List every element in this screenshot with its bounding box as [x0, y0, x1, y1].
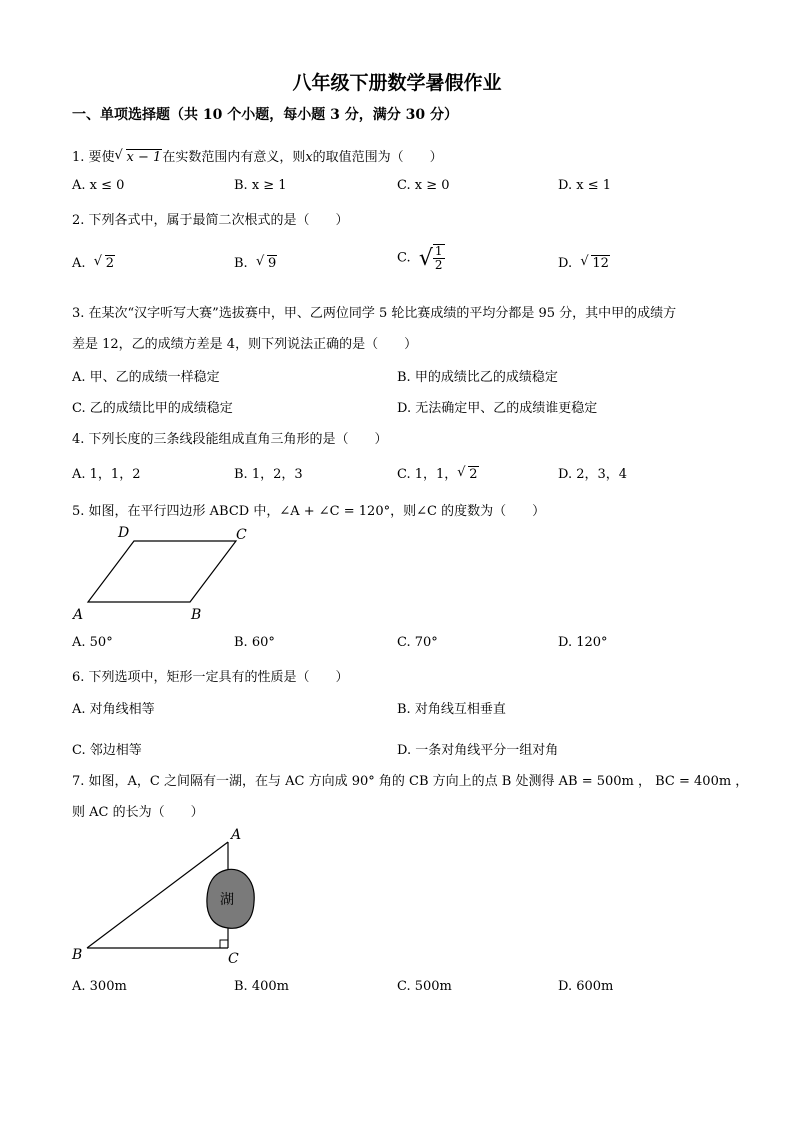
q1-text-mid: 在实数范围内有意义，则 — [162, 150, 306, 165]
lake-label: 湖 — [220, 892, 234, 908]
q4-option-a[interactable]: A. 1，1，2 — [72, 467, 141, 482]
q7-option-a[interactable]: A. 300m — [72, 979, 127, 994]
q4-option-c[interactable] — [397, 463, 479, 482]
parallelogram-figure — [70, 522, 260, 624]
q3-option-a[interactable]: A. 甲、乙的成绩一样稳定 — [72, 370, 220, 385]
q6-option-a[interactable]: A. 对角线相等 — [72, 702, 155, 717]
vertex-a-label: A — [73, 607, 84, 623]
q1-radical: √ x − 1 — [114, 148, 162, 165]
vertex-c-label: C — [236, 527, 247, 543]
question-3-line-2: 差是 12，乙的成绩方差是 4，则下列说法正确的是（ ） — [72, 337, 418, 352]
right-angle-mark — [220, 940, 228, 948]
q4-c-radical: √ 2 — [457, 465, 478, 482]
vertex-b-label: B — [191, 607, 202, 623]
q1-text-post: 的取值范围为（ ） — [312, 150, 443, 165]
parallelogram-shape — [88, 541, 236, 602]
question-2-stem: 2. 下列各式中，属于最简二次根式的是（ ） — [72, 213, 349, 228]
q7-option-c[interactable]: C. 500m — [397, 979, 452, 994]
q7-option-d[interactable]: D. 600m — [558, 979, 614, 994]
q2-option-a[interactable] — [72, 256, 115, 271]
question-1-stem — [72, 146, 443, 165]
q2-a-label: A. — [72, 256, 86, 271]
q1-option-a[interactable]: A. x ≤ 0 — [72, 178, 125, 193]
q2-c-fraction — [433, 244, 445, 272]
q6-option-d[interactable]: D. 一条对角线平分一组对角 — [397, 743, 559, 758]
q2-d-label: D. — [558, 256, 573, 271]
q4-c-text: C. 1，1， — [397, 467, 458, 482]
point-b-label: B — [72, 947, 83, 963]
q2-b-label: B. — [234, 256, 248, 271]
question-7-line-2: 则 AC 的长为（ ） — [72, 805, 204, 820]
q3-option-b[interactable]: B. 甲的成绩比乙的成绩稳定 — [397, 370, 558, 385]
q1-option-d[interactable]: D. x ≤ 1 — [558, 178, 611, 193]
q1-var: x — [305, 150, 313, 165]
q2-c-label: C. — [397, 250, 411, 266]
q4-option-b[interactable]: B. 1，2，3 — [234, 467, 303, 482]
q5-option-b[interactable]: B. 60° — [234, 635, 275, 650]
q7-option-b[interactable]: B. 400m — [234, 979, 289, 994]
q3-option-d[interactable]: D. 无法确定甲、乙的成绩谁更稳定 — [397, 401, 598, 416]
q2-option-b[interactable] — [234, 256, 277, 271]
point-a-label: A — [231, 827, 242, 843]
q2-d-radicand: 12 — [592, 256, 609, 271]
q2-c-radical-sign: √ — [418, 245, 433, 271]
question-4-stem: 4. 下列长度的三条线段能组成直角三角形的是（ ） — [72, 432, 388, 447]
section-heading: 一、单项选择题（共 10 个小题，每小题 3 分，满分 30 分） — [72, 107, 458, 123]
q4-c-radicand: 2 — [469, 467, 478, 482]
question-5-stem: 5. 如图，在平行四边形 ABCD 中，∠A + ∠C = 120°，则∠C 的度数为（ ） — [72, 504, 546, 519]
q5-option-a[interactable]: A. 50° — [72, 635, 113, 650]
q2-a-radical: √ 2 — [93, 254, 115, 271]
q1-option-b[interactable]: B. x ≥ 1 — [234, 178, 287, 193]
q2-option-c[interactable] — [397, 244, 445, 272]
q1-text-pre: 1. 要使 — [72, 150, 115, 165]
question-6-stem: 6. 下列选项中，矩形一定具有的性质是（ ） — [72, 670, 349, 685]
q2-c-denominator: 2 — [434, 258, 443, 272]
q2-a-radicand: 2 — [105, 256, 115, 271]
q5-option-d[interactable]: D. 120° — [558, 635, 608, 650]
q2-b-radical: √ 9 — [255, 254, 277, 271]
q6-option-c[interactable]: C. 邻边相等 — [72, 743, 142, 758]
q2-c-numerator: 1 — [434, 244, 443, 258]
lake-triangle-figure — [70, 822, 260, 970]
question-3-line-1: 3. 在某次“汉字听写大赛”选拔赛中，甲、乙两位同学 5 轮比赛成绩的平均分都是 95 分，其中甲的成绩方 — [72, 306, 677, 321]
q1-option-c[interactable]: C. x ≥ 0 — [397, 178, 450, 193]
q3-option-c[interactable]: C. 乙的成绩比甲的成绩稳定 — [72, 401, 233, 416]
page-title: 八年级下册数学暑假作业 — [292, 72, 502, 94]
q2-b-radicand: 9 — [267, 256, 277, 271]
q2-d-radical: √ 12 — [580, 254, 609, 271]
q2-option-d[interactable] — [558, 256, 610, 271]
q6-option-b[interactable]: B. 对角线互相垂直 — [397, 702, 506, 717]
question-7-line-1: 7. 如图，A，C 之间隔有一湖，在与 AC 方向成 90° 角的 CB 方向上的点 B 处测得 AB = 500m ， BC = 400m ， — [72, 774, 749, 789]
q4-option-d[interactable]: D. 2，3，4 — [558, 467, 628, 482]
vertex-d-label: D — [118, 525, 130, 541]
point-c-label: C — [228, 951, 239, 967]
q5-option-c[interactable]: C. 70° — [397, 635, 438, 650]
q1-radicand: x − 1 — [126, 150, 162, 165]
